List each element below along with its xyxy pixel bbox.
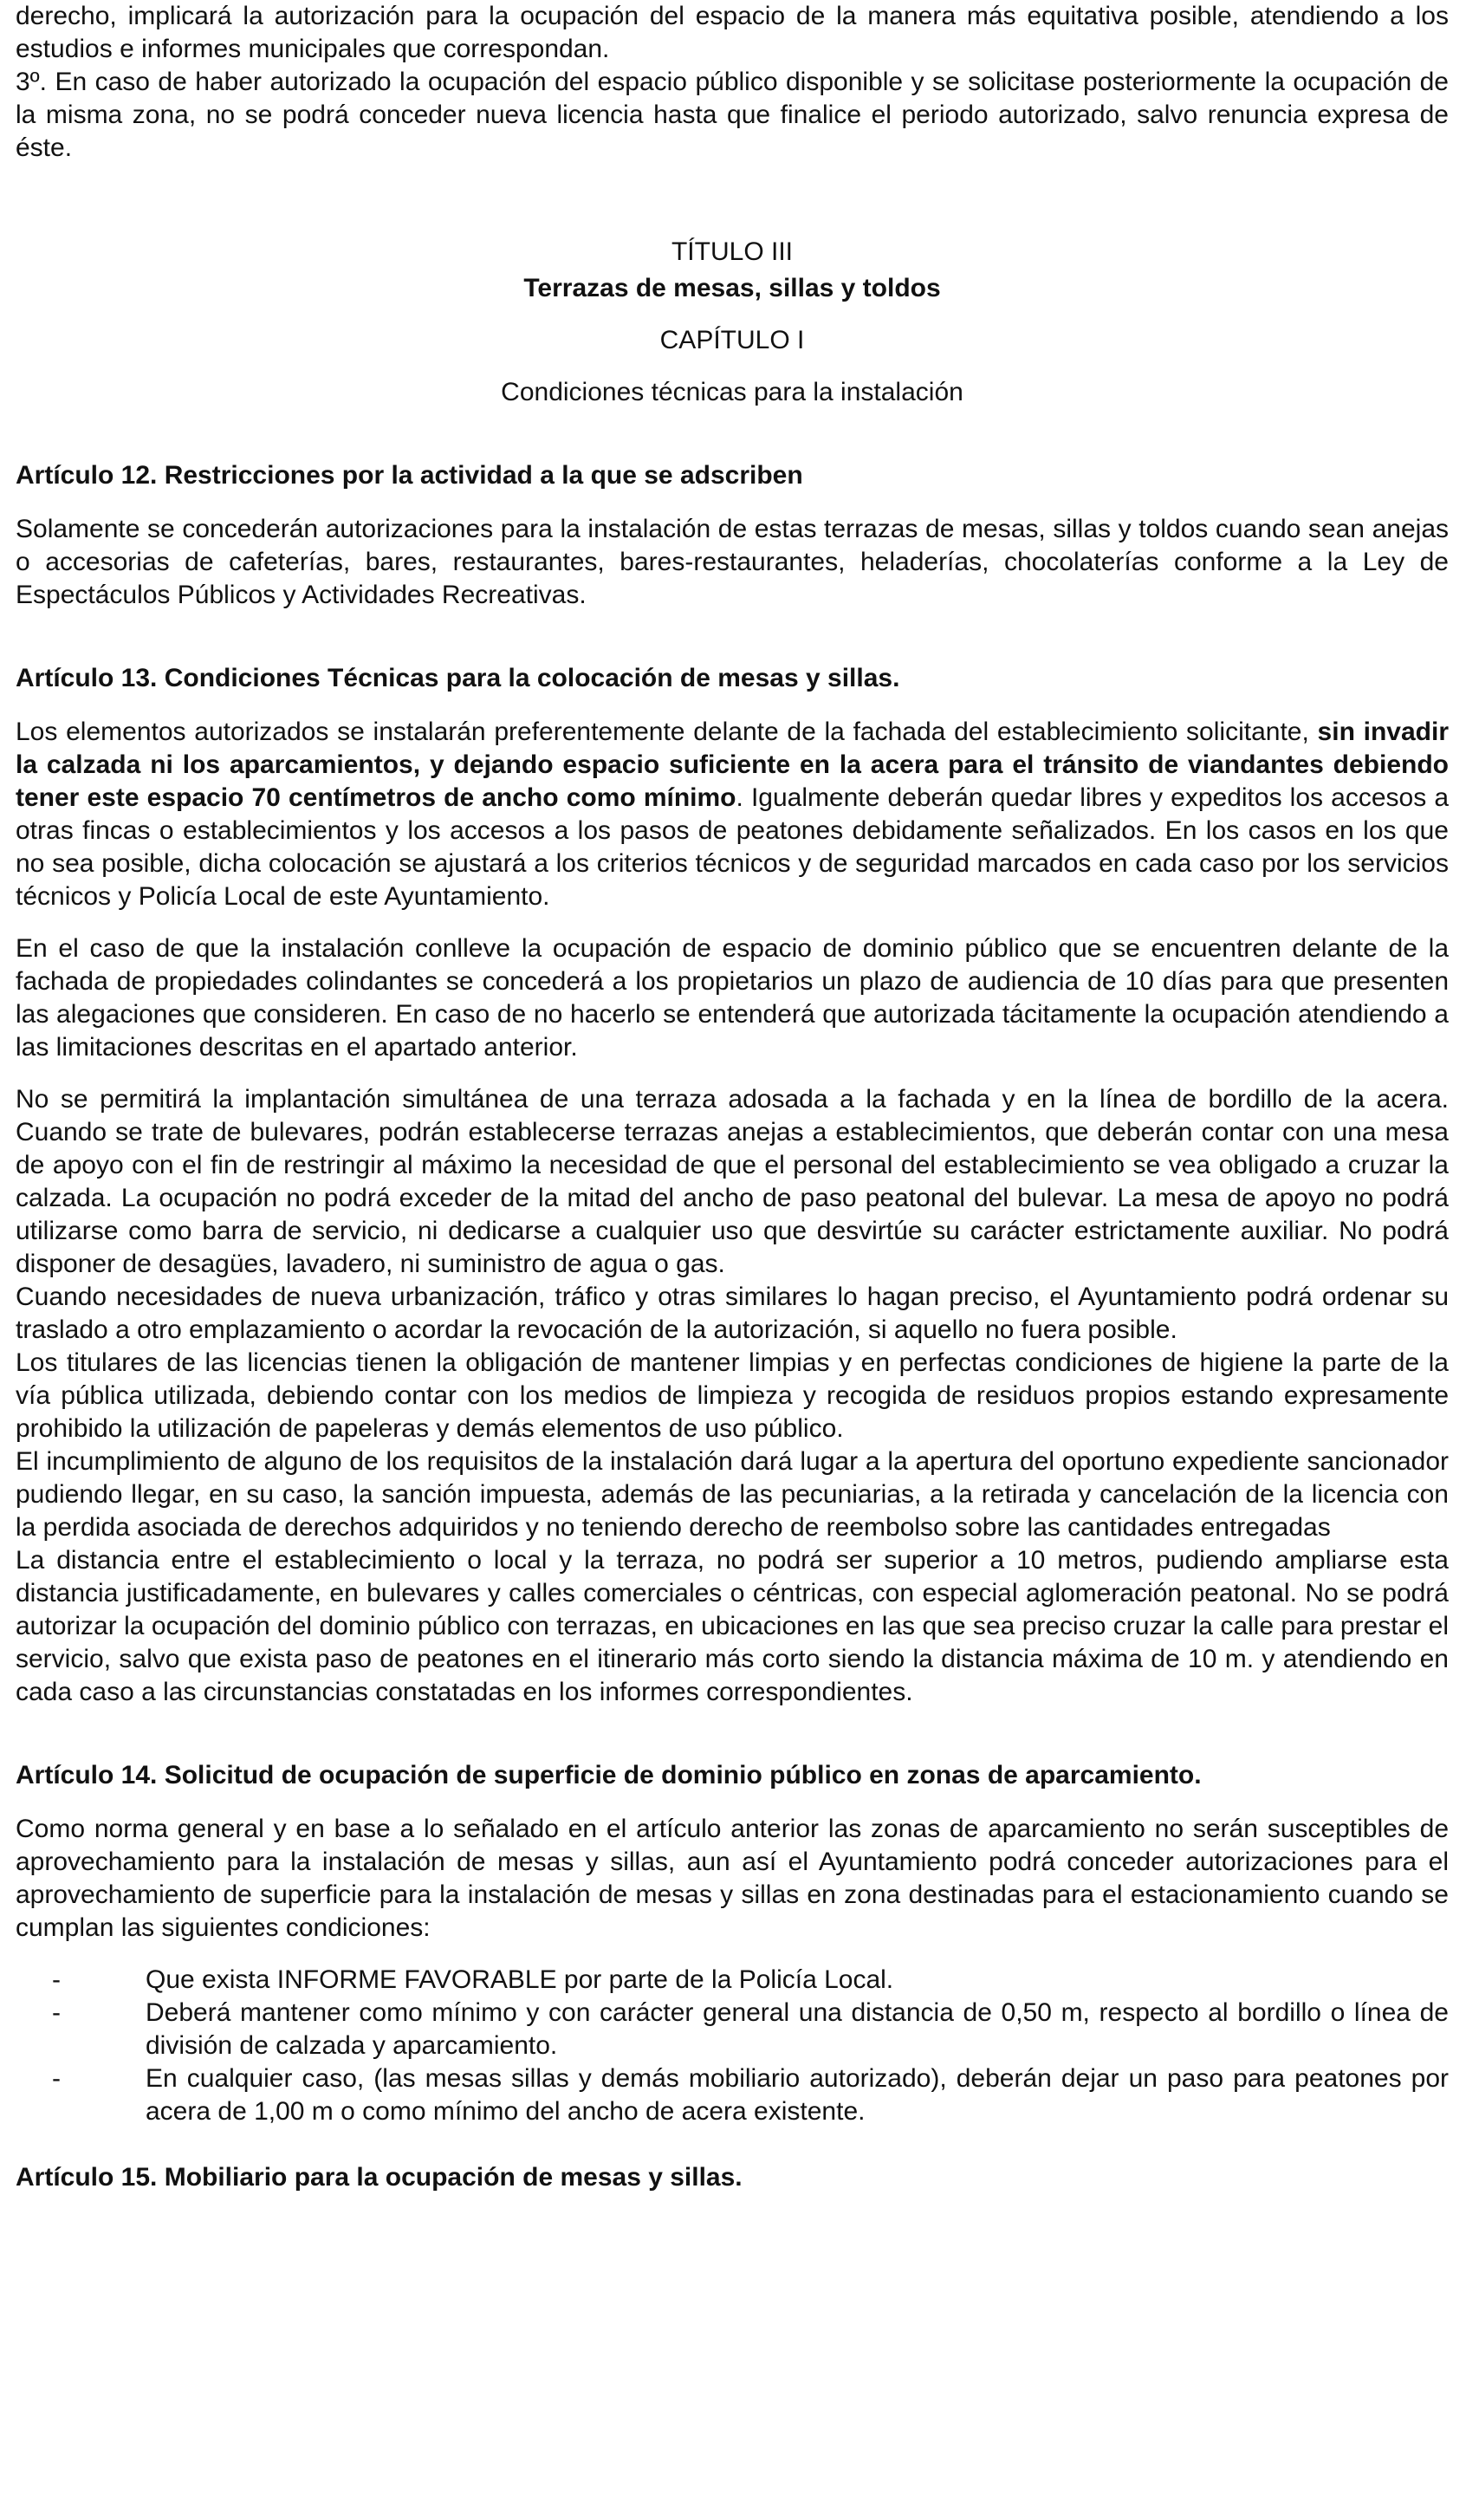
paragraph [16, 716, 1449, 913]
paragraph: Cuando necesidades de nueva urbanización, tráfico y otras similares lo hagan preciso, el Ayuntamiento podrá ordenar su traslado a otro emplazamiento o acordar la revocación de la autorización, si aquello no fuera posible. [16, 1283, 1449, 1344]
emphasis-text: sin invadir la calzada ni los aparcamientos, y dejando espacio suficiente en la acera para el tránsito de viandantes debiendo tener este espacio 70 centímetros de ancho como mínimo [16, 718, 1449, 812]
article-13-heading: Artículo 13. Condiciones Técnicas para la colocación de mesas y sillas. [16, 664, 900, 692]
list-item-text: Que exista INFORME FAVORABLE por parte de la Policía Local. [146, 1965, 894, 1994]
dash-bullet: - [52, 1965, 61, 1994]
paragraph: El incumplimiento de alguno de los requisitos de la instalación dará lugar a la apertura del oportuno expediente sancionador pudiendo llegar, en su caso, la sanción impuesta, además de las pecuniarias, a la retirada y cancelación de la licencia con la perdida asociada de derechos adquiridos y no teniendo derecho de reembolso sobre las cantidades entregadas [16, 1447, 1449, 1542]
list-item [16, 1964, 1449, 1997]
paragraph: derecho, implicará la autorización para la ocupación del espacio de la manera más equitativa posible, atendiendo a los estudios e informes municipales que correspondan. [16, 2, 1449, 63]
list-item-text: Deberá mantener como mínimo y con carácter general una distancia de 0,50 m, respecto al bordillo o línea de división de calzada y aparcamiento. [146, 1998, 1449, 2060]
list-item-text: En cualquier caso, (las mesas sillas y demás mobiliario autorizado), deberán dejar un paso para peatones por acera de 1,00 m o como mínimo del ancho de acera existente. [146, 2064, 1449, 2126]
article-15-heading: Artículo 15. Mobiliario para la ocupación de mesas y sillas. [16, 2163, 743, 2192]
document-page [16, 0, 1449, 2194]
title-name: Terrazas de mesas, sillas y toldos [523, 274, 941, 302]
paragraph: Solamente se concederán autorizaciones para la instalación de estas terrazas de mesas, sillas y toldos cuando sean anejas o accesorias de cafeterías, bares, restaurantes, bares-restaurantes, heladerías, chocolaterías conforme a la Ley de Espectáculos Públicos y Actividades Recreativas. [16, 515, 1449, 609]
dash-bullet: - [52, 2064, 61, 2093]
paragraph: Como norma general y en base a lo señalado en el artículo anterior las zonas de aparcamiento no serán susceptibles de aprovechamiento para la instalación de mesas y sillas, aun así el Ayuntamiento podrá conceder autorizaciones para el aprovechamiento de superficie para la instalación de mesas y sillas en zona destinadas para el estacionamiento cuando se cumplan las siguientes condiciones: [16, 1815, 1449, 1942]
article-14-heading: Artículo 14. Solicitud de ocupación de superficie de dominio público en zonas de aparcamiento. [16, 1761, 1202, 1789]
paragraph: La distancia entre el establecimiento o local y la terraza, no podrá ser superior a 10 metros, pudiendo ampliarse esta distancia justificadamente, en bulevares y calles comerciales o céntricas, con especial aglomeración peatonal. No se podrá autorizar la ocupación del dominio público con terrazas, en ubicaciones en las que sea preciso cruzar la calle para prestar el servicio, salvo que exista paso de peatones en el itinerario más corto siendo la distancia máxima de 10 m. y atendiendo en cada caso a las circunstancias constatadas en los informes correspondientes. [16, 1546, 1449, 1706]
list-item [16, 2062, 1449, 2128]
dash-bullet: - [52, 1998, 61, 2027]
title-number: TÍTULO III [671, 237, 793, 266]
chapter-number: CAPÍTULO I [659, 326, 805, 354]
chapter-name: Condiciones técnicas para la instalación [501, 378, 963, 406]
conditions-list [16, 1964, 1449, 2128]
text-span: Los elementos autorizados se instalarán preferentemente delante de la fachada del establecimiento solicitante, [16, 718, 1318, 746]
text-span: . Igualmente deberán quedar libres y expeditos los accesos a otras fincas o establecimientos y los accesos a los pasos de peatones debidamente señalizados. En los casos en los que no sea posible, dicha colocación se ajustará a los criterios técnicos y de seguridad marcados en cada caso por los servicios técnicos y Policía Local de este Ayuntamiento. [16, 783, 1449, 911]
paragraph: No se permitirá la implantación simultánea de una terraza adosada a la fachada y en la línea de bordillo de la acera. Cuando se trate de bulevares, podrán establecerse terrazas anejas a establecimientos, que deberán contar con una mesa de apoyo con el fin de restringir al máximo la necesidad de que el personal del establecimiento se vea obligado a cruzar la calzada. La ocupación no podrá exceder de la mitad del ancho de paso peatonal del bulevar. La mesa de apoyo no podrá utilizarse como barra de servicio, ni dedicarse a cualquier uso que desvirtúe su carácter estrictamente auxiliar. No podrá disponer de desagües, lavadero, ni suministro de agua o gas. [16, 1085, 1449, 1278]
paragraph: Los titulares de las licencias tienen la obligación de mantener limpias y en perfectas condiciones de higiene la parte de la vía pública utilizada, debiendo contar con los medios de limpieza y recogida de residuos propios estando expresamente prohibido la utilización de papeleras y demás elementos de uso público. [16, 1348, 1449, 1443]
paragraph: En el caso de que la instalación conlleve la ocupación de espacio de dominio público que se encuentren delante de la fachada de propiedades colindantes se concederá a los propietarios un plazo de audiencia de 10 días para que presenten las alegaciones que consideren. En caso de no hacerlo se entenderá que autorizada tácitamente la ocupación atendiendo a las limitaciones descritas en el apartado anterior. [16, 934, 1449, 1062]
paragraph: 3º. En caso de haber autorizado la ocupación del espacio público disponible y se solicitase posteriormente la ocupación de la misma zona, no se podrá conceder nueva licencia hasta que finalice el periodo autorizado, salvo renuncia expresa de éste. [16, 68, 1449, 162]
list-item [16, 1997, 1449, 2062]
article-12-heading: Artículo 12. Restricciones por la actividad a la que se adscriben [16, 461, 803, 490]
